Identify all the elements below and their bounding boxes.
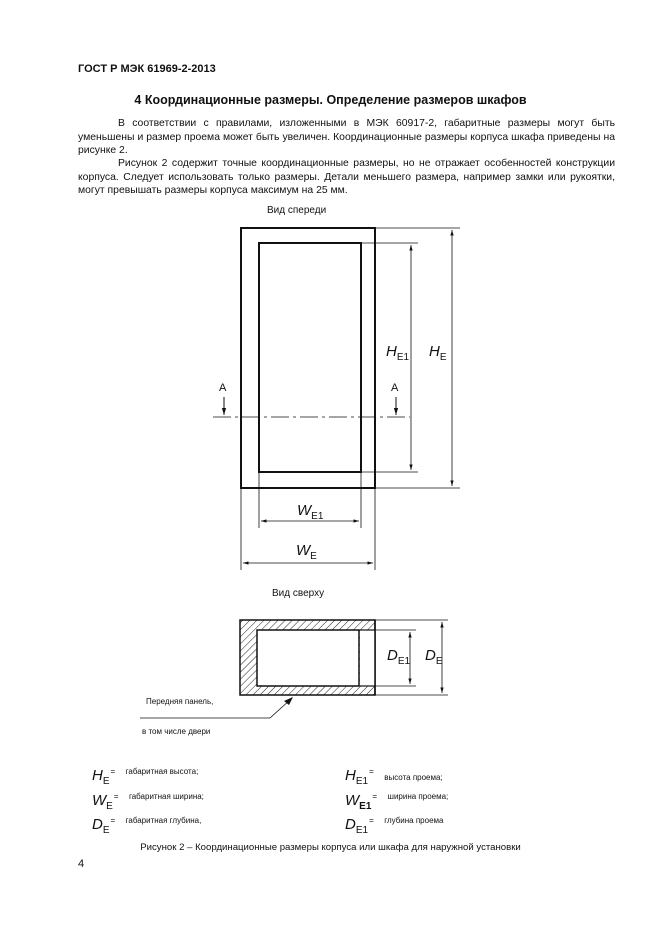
- front-panel-note-line2: в том числе двери: [142, 727, 211, 736]
- legend-he1-eq: =: [369, 767, 374, 776]
- dim-label-we-sub: E: [310, 551, 317, 562]
- page-number: 4: [78, 858, 85, 870]
- dim-label-we1-sub: E1: [311, 511, 324, 522]
- top-hatched-wall: [240, 620, 375, 695]
- figure-caption: Рисунок 2 – Координационные размеры корпуса или шкафа для наружной установки: [140, 842, 521, 853]
- legend-de1-text: глубина проема: [384, 816, 444, 825]
- legend-we-text: габаритная ширина;: [128, 792, 204, 801]
- front-outer-frame: [241, 228, 375, 488]
- legend-item-we: [92, 792, 204, 812]
- front-panel-note-line1: Передняя панель,: [146, 697, 214, 706]
- dim-label-de-main: D: [425, 647, 436, 664]
- legend-de-main: D: [92, 816, 103, 834]
- legend-de-eq: =: [110, 816, 116, 825]
- dim-label-he1-main: H: [386, 343, 397, 360]
- legend-item-de1: [345, 816, 443, 836]
- front-opening: [259, 243, 361, 472]
- legend-item-de: [92, 816, 201, 836]
- legend-de1-eq: =: [369, 816, 374, 825]
- dim-label-he1: [386, 343, 409, 363]
- legend-de-symbol: [92, 816, 110, 837]
- legend-we1-text: ширина проема;: [387, 792, 449, 801]
- legend-we1-eq: =: [372, 792, 378, 801]
- dim-label-de1: [387, 647, 410, 667]
- dim-label-we1-main: W: [297, 502, 312, 519]
- section-mark-right: А: [391, 382, 399, 394]
- legend-he-text: габаритная высота;: [125, 767, 199, 776]
- legend-he1-main: H: [345, 767, 356, 785]
- legend-he1-text: высота проема;: [384, 773, 443, 783]
- front-view: [213, 228, 460, 570]
- legend-we1-symbol: [345, 792, 372, 813]
- dim-label-he1-sub: E1: [396, 352, 410, 363]
- document-header: ГОСТ Р МЭК 61969-2-2013: [78, 63, 216, 75]
- dim-label-de-sub: E: [435, 656, 443, 667]
- dim-label-de: [425, 647, 443, 667]
- section-mark-left: А: [219, 382, 227, 394]
- legend-de-sub: E: [102, 825, 110, 837]
- legend-he1-symbol: [345, 767, 369, 788]
- dim-label-he-main: H: [429, 343, 440, 360]
- legend-de1-main: D: [345, 816, 356, 834]
- top-view-label: Вид сверху: [272, 588, 325, 599]
- paragraph-1-text: В соответствии с правилами, изложенными в МЭК 60917-2, габаритные размеры могут быть уменьшены и размер проема может быть увеличен. Координационные размеры корпуса шкафа приведены на рисунке 2.: [78, 118, 615, 157]
- legend-we1-main: W: [345, 792, 360, 810]
- dim-label-de1-main: D: [387, 647, 398, 664]
- legend-de-text: габаритная глубина,: [125, 816, 202, 825]
- legend-he1-sub: E1: [355, 776, 369, 788]
- paragraph-2-text: Рисунок 2 содержит точные координационные размеры, но не отражает особенностей конструкции корпуса. Следует использовать только размеры. Детали меньшего размера, например замки или рукоятки, могут превышать размеры корпуса максимум на 25 мм.: [78, 158, 615, 197]
- legend-de1-symbol: [345, 816, 369, 837]
- dim-label-we-main: W: [296, 542, 311, 559]
- legend-we1-sub: E1: [359, 801, 372, 813]
- legend-we-main: W: [92, 792, 107, 810]
- front-view-label: Вид спереди: [267, 205, 327, 216]
- legend-item-he: [92, 767, 198, 787]
- legend-he-main: H: [92, 767, 103, 785]
- dim-label-we1: [297, 502, 323, 522]
- legend-item-he1: [345, 767, 443, 787]
- legend-we-eq: =: [113, 792, 119, 801]
- legend-item-we1: [345, 792, 448, 812]
- section-title: 4 Координационные размеры. Определение размеров шкафов: [134, 93, 527, 107]
- legend-we-symbol: [92, 792, 113, 813]
- legend-de1-sub: E1: [355, 825, 369, 837]
- top-front-panel-gap: [360, 630, 375, 686]
- dim-label-we: [296, 542, 317, 562]
- dim-label-de1-sub: E1: [397, 656, 411, 667]
- dim-label-he-sub: E: [439, 352, 447, 363]
- legend-he-eq: =: [110, 767, 116, 776]
- dim-label-he: [429, 343, 447, 363]
- legend-he-symbol: [92, 767, 110, 788]
- legend-he-sub: E: [102, 776, 110, 788]
- legend-we-sub: E: [106, 801, 113, 813]
